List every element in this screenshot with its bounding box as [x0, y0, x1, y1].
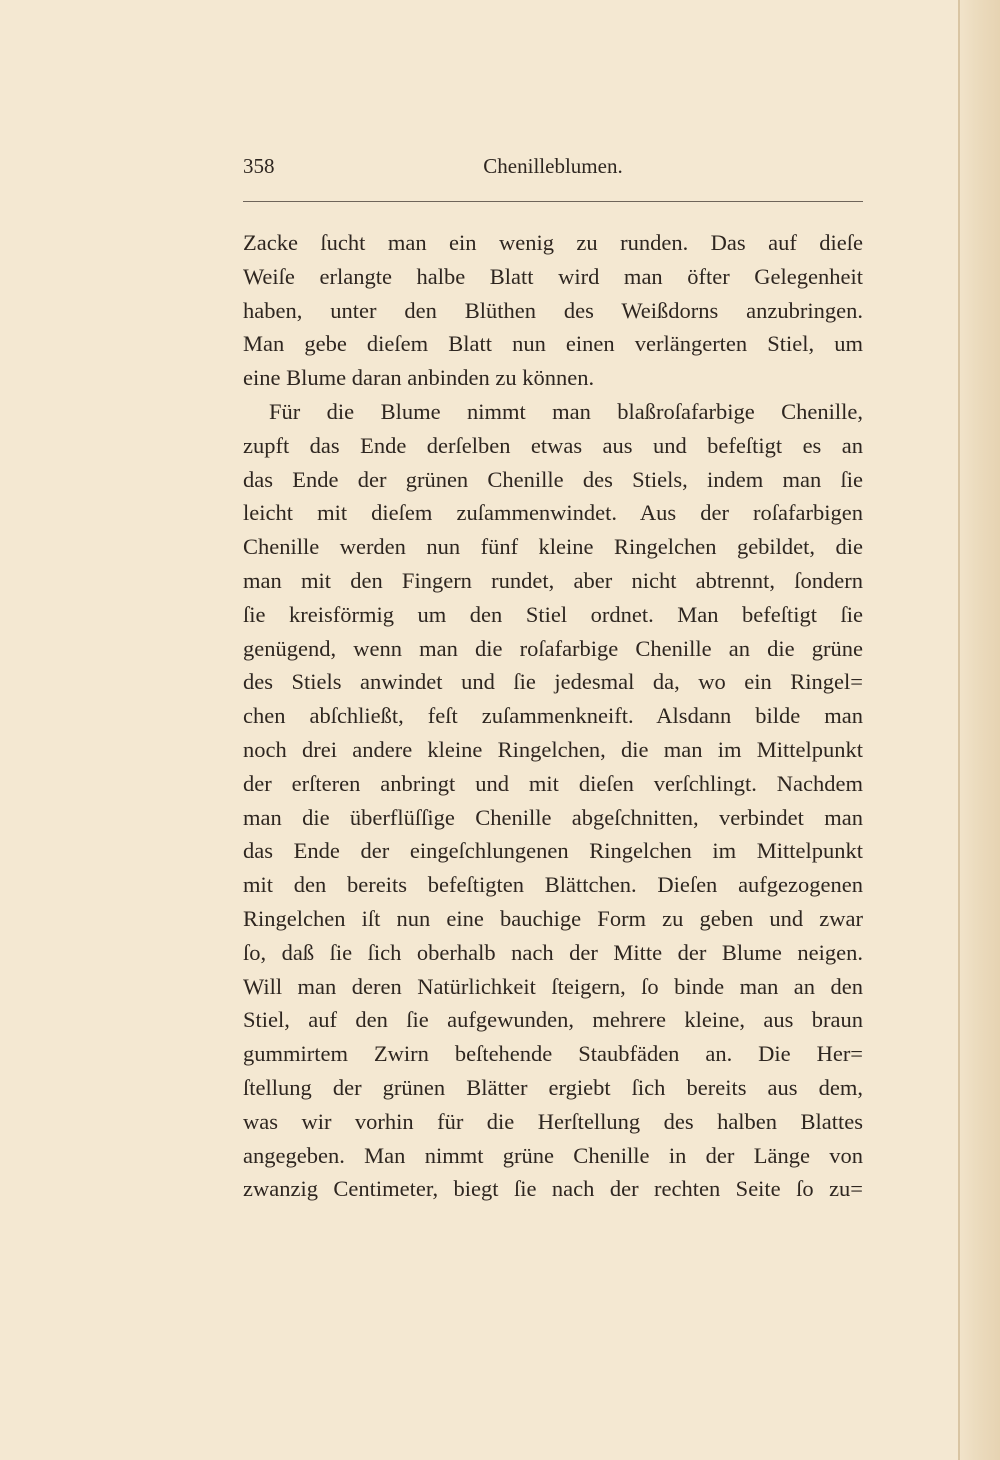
text-line: haben, unter den Blüthen des Weißdorns anzubringen. — [243, 297, 863, 323]
text-line: Stiel, auf den ſie aufgewunden, mehrere kleine, aus braun — [243, 1007, 863, 1033]
page-header — [243, 154, 863, 184]
text-line: Man gebe dieſem Blatt nun einen verlängerten Stiel, um — [243, 331, 863, 357]
text-line: gummirtem Zwirn beſtehende Staubfäden an. Die Her= — [243, 1041, 863, 1067]
text-line: mit den bereits befeſtigten Blättchen. Dieſen aufgezogenen — [243, 872, 863, 898]
text-line: zupft das Ende derſelben etwas aus und befeſtigt es an — [243, 432, 863, 458]
text-line: eine Blume daran anbinden zu können. — [243, 365, 595, 391]
text-line: Weiſe erlangte halbe Blatt wird man öfter Gelegenheit — [243, 263, 863, 289]
text-line: Zacke ſucht man ein wenig zu runden. Das auf dieſe — [243, 230, 863, 255]
text-line: der erſteren anbringt und mit dieſen verſchlingt. Nachdem — [243, 770, 863, 796]
text-line: genügend, wenn man die roſafarbige Chenille an die grüne — [243, 635, 863, 661]
page-edge-line — [958, 0, 960, 1460]
text-line: das Ende der grünen Chenille des Stiels, indem man ſie — [243, 466, 863, 492]
page-number: 358 — [243, 154, 275, 178]
body-text — [243, 226, 863, 1206]
text-line: ſie kreisförmig um den Stiel ordnet. Man befeſtigt ſie — [243, 601, 863, 627]
text-line: man mit den Fingern rundet, aber nicht abtrennt, ſondern — [243, 567, 863, 593]
text-line: das Ende der eingeſchlungenen Ringelchen im Mittelpunkt — [243, 838, 863, 864]
text-line: des Stiels anwindet und ſie jedesmal da, wo ein Ringel= — [243, 669, 863, 695]
text-line: Für die Blume nimmt man blaßroſafarbige Chenille, — [269, 398, 863, 424]
text-line: leicht mit dieſem zuſammenwindet. Aus der roſafarbigen — [243, 500, 863, 526]
running-title: Chenilleblumen. — [483, 154, 623, 178]
text-line: ſtellung der grünen Blätter ergiebt ſich bereits aus dem, — [243, 1074, 863, 1100]
text-line: angegeben. Man nimmt grüne Chenille in der Länge von — [243, 1142, 863, 1168]
text-line: Chenille werden nun fünf kleine Ringelchen gebildet, die — [243, 534, 863, 560]
header-rule — [243, 201, 863, 202]
text-line: was wir vorhin für die Herſtellung des halben Blattes — [243, 1108, 863, 1134]
text-line: man die überflüſſige Chenille abgeſchnitten, verbindet man — [243, 804, 863, 830]
text-line: chen abſchließt, feſt zuſammenkneift. Alsdann bilde man — [243, 703, 863, 729]
text-line: Ringelchen iſt nun eine bauchige Form zu geben und zwar — [243, 905, 863, 931]
text-line: zwanzig Centimeter, biegt ſie nach der rechten Seite ſo zu= — [243, 1176, 863, 1202]
text-line: ſo, daß ſie ſich oberhalb nach der Mitte der Blume neigen. — [243, 939, 863, 965]
text-line: Will man deren Natürlichkeit ſteigern, ſo binde man an den — [243, 973, 863, 999]
text-line: noch drei andere kleine Ringelchen, die man im Mittelpunkt — [243, 736, 863, 762]
page-edge-shadow — [958, 0, 1000, 1460]
